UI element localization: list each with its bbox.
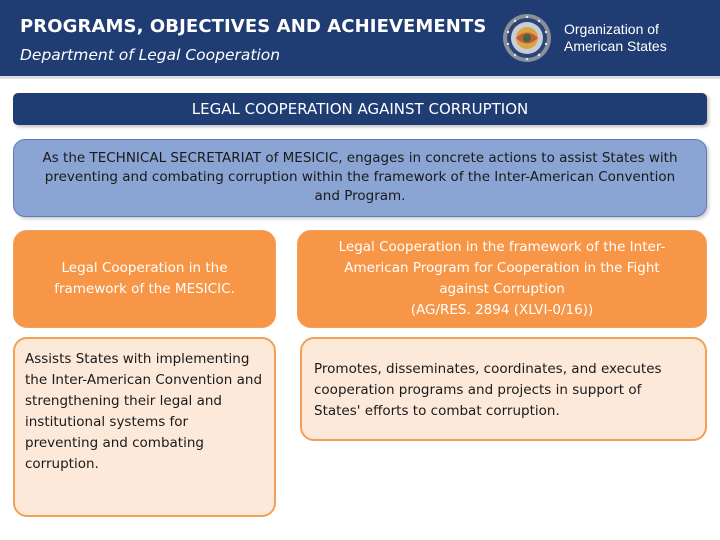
header-bar xyxy=(0,0,720,76)
section-banner: LEGAL COOPERATION AGAINST CORRUPTION xyxy=(13,93,707,125)
logo-line-1: Organization of xyxy=(564,21,659,37)
promotes-programs-text: Promotes, disseminates, coordinates, and executes cooperation programs and projects in support of States' efforts to combat corruption. xyxy=(314,361,662,419)
program-cooperation-box xyxy=(297,230,707,328)
page-subtitle: Department of Legal Cooperation xyxy=(20,46,281,64)
promotes-programs-box xyxy=(300,337,707,441)
mesicic-cooperation-box xyxy=(13,230,276,328)
intro-box: As the TECHNICAL SECRETARIAT of MESICIC, engages in concrete actions to assist States with preventing and combating corruption within the framework of the Inter-American Convention and Program. xyxy=(13,139,707,217)
program-cooperation-text: Legal Cooperation in the framework of the Inter-American Program for Cooperation in the Fight against Corruption xyxy=(338,239,666,297)
oas-logo-text xyxy=(564,21,667,55)
resolution-reference: (AG/RES. 2894 (XLVI-0/16)) xyxy=(410,302,594,318)
header-divider xyxy=(0,76,720,79)
oas-seal-icon xyxy=(502,13,552,63)
page-title: PROGRAMS, OBJECTIVES AND ACHIEVEMENTS xyxy=(20,16,487,37)
logo-line-2: American States xyxy=(564,38,667,54)
assists-states-text: Assists States with implementing the Inter-American Convention and strengthening their legal and institutional systems for preventing and combating corruption. xyxy=(25,351,263,472)
assists-states-box xyxy=(13,337,276,517)
mesicic-cooperation-text: Legal Cooperation in the framework of the MESICIC. xyxy=(54,260,235,297)
